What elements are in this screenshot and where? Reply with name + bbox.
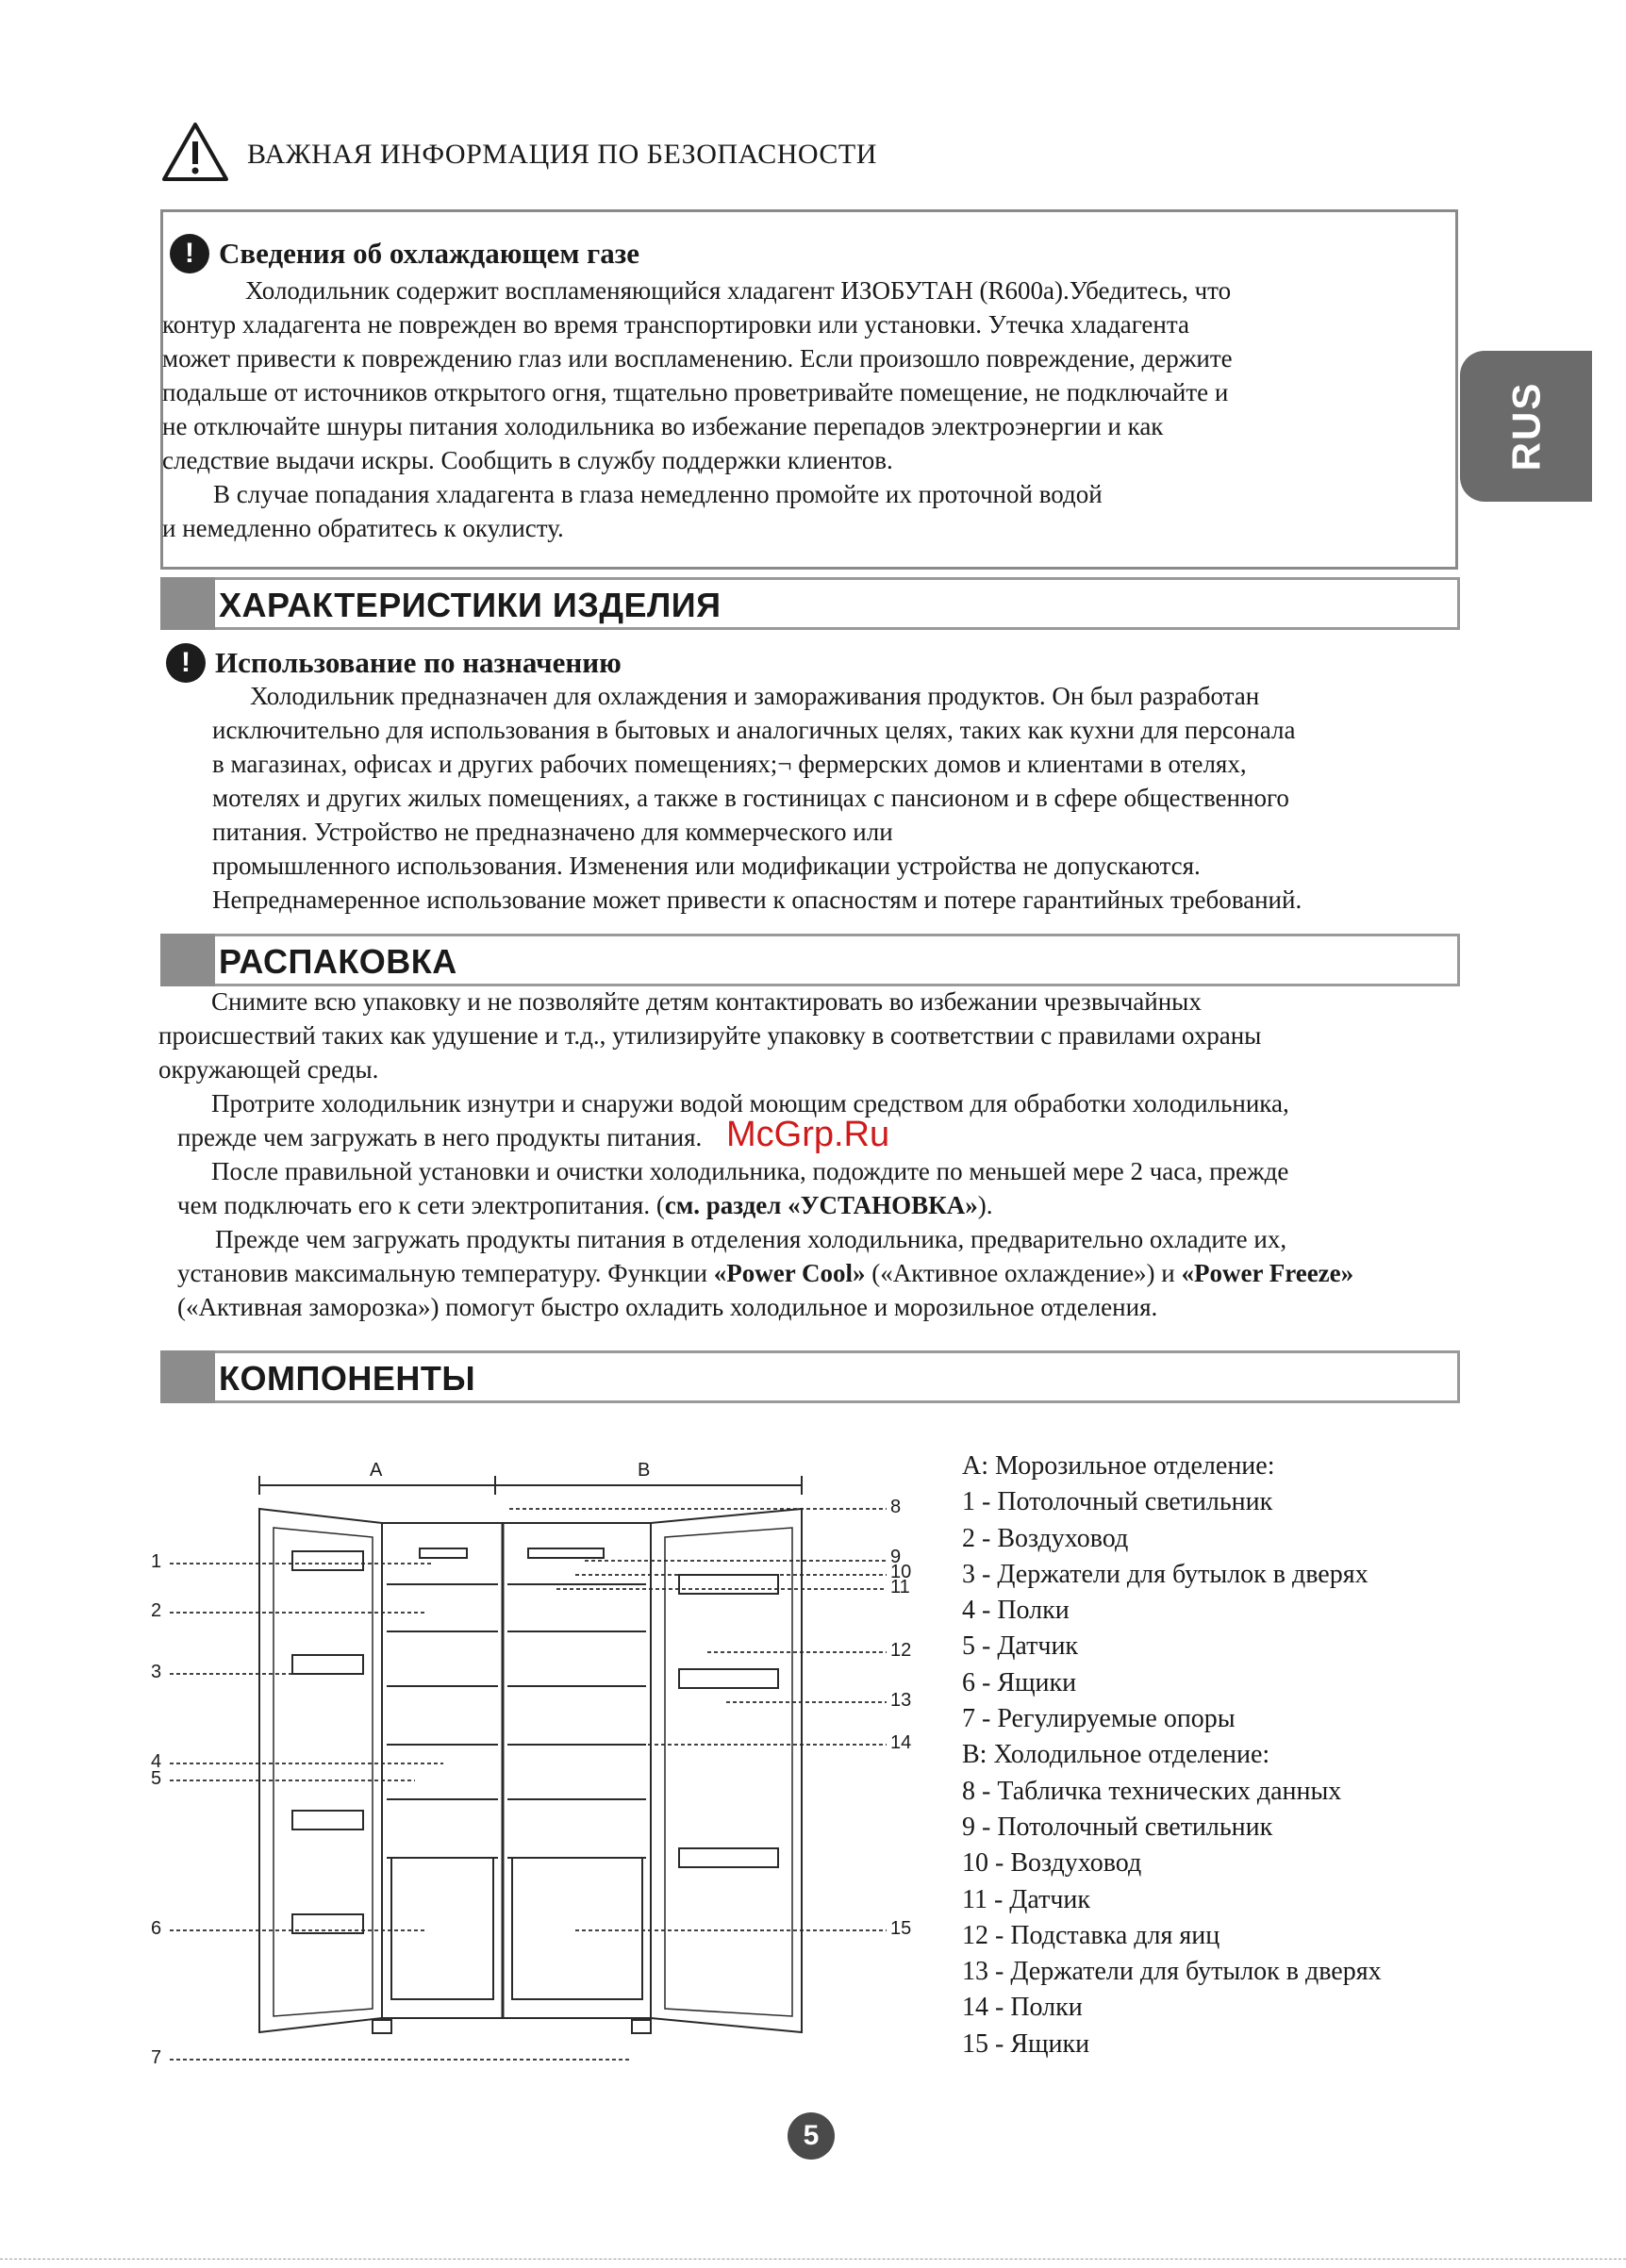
unpacking-line: происшествий таких как удушение и т.д., утилизируйте упаковку в соответствии с правилами охраны	[158, 1021, 1262, 1050]
features-line: в магазинах, офисах и других рабочих помещениях;¬ фермерских домов и клиентами в отелях,	[212, 750, 1247, 778]
callout-8: 8	[890, 1497, 902, 1517]
exclamation-icon: !	[166, 643, 206, 683]
unpacking-line: После правильной установки и очистки холодильника, подождите по меньшей мере 2 часа, прежде	[211, 1157, 1289, 1185]
section-features-bar	[160, 577, 1460, 630]
features-line: Непреднамеренное использование может привести к опасностям и потере гарантийных требований.	[212, 886, 1302, 914]
page-number: 5	[788, 2112, 835, 2160]
legend-item: 5 - Датчик	[962, 1631, 1079, 1662]
callout-2: 2	[151, 1600, 162, 1621]
text-run: («Активное охлаждение») и	[865, 1259, 1182, 1287]
intended-use-title: Использование по назначению	[215, 646, 622, 679]
watermark: McGrp.Ru	[726, 1115, 890, 1154]
callout-1: 1	[151, 1551, 162, 1572]
callout-13: 13	[890, 1690, 912, 1711]
gas-info-title: Сведения об охлаждающем газе	[219, 237, 639, 270]
language-tab-label: RUS	[1503, 381, 1548, 472]
unpacking-p1	[158, 985, 1460, 1086]
legend-item: A: Морозильное отделение:	[962, 1451, 1275, 1481]
legend-item: B: Холодильное отделение:	[962, 1740, 1270, 1770]
legend-item: 7 - Регулируемые опоры	[962, 1704, 1236, 1734]
text-run: установив максимальную температуру. Функции	[177, 1259, 714, 1287]
gas-line: следствие выдачи искры. Сообщить в службу поддержки клиентов.	[162, 446, 893, 474]
callout-14: 14	[890, 1732, 912, 1753]
unpacking-p3	[177, 1154, 1460, 1222]
callout-5: 5	[151, 1768, 162, 1789]
install-section-ref: см. раздел «УСТАНОВКА»	[664, 1191, 978, 1219]
callout-11: 11	[890, 1577, 910, 1598]
language-tab	[1460, 351, 1592, 502]
legend-item: 9 - Потолочный светильник	[962, 1812, 1273, 1842]
features-line: Холодильник предназначен для охлаждения и замораживания продуктов. Он был разработан	[250, 682, 1260, 710]
legend-item: 8 - Табличка технических данных	[962, 1776, 1342, 1806]
unpacking-line: окружающей среды.	[158, 1055, 379, 1084]
text-run: («Активная заморозка») помогут быстро охладить холодильное и морозильное отделения.	[177, 1293, 1158, 1321]
power-cool-label: «Power Cool»	[713, 1259, 866, 1287]
callout-6: 6	[151, 1918, 162, 1939]
features-line: исключительно для использования в бытовых и аналогичных целях, таких как кухни для персонала	[212, 716, 1296, 744]
section-swatch	[160, 577, 215, 630]
callout-7: 7	[151, 2047, 162, 2068]
legend-item: 11 - Датчик	[962, 1884, 1090, 1914]
gas-line: может привести к повреждению глаз или воспламенению. Если произошло повреждение, держите	[162, 344, 1233, 372]
section-unpacking-bar	[160, 934, 1460, 986]
gas-line: не отключайте шнуры питания холодильника во избежание перепадов электроэнергии и как	[162, 412, 1164, 440]
gas-info-text	[162, 273, 1454, 545]
warning-triangle-icon	[160, 121, 230, 188]
callout-9: 9	[890, 1547, 902, 1567]
gas-line: подальше от источников открытого огня, тщательно проветривайте помещение, не подключайте и	[162, 378, 1229, 406]
unpacking-line: Снимите всю упаковку и не позволяйте детям контактировать во избежании чрезвычайных	[211, 987, 1202, 1016]
intended-use-text	[212, 679, 1457, 917]
unpacking-p4	[177, 1222, 1460, 1324]
refrigerator-diagram	[141, 1443, 943, 2084]
text-run: ).	[977, 1191, 993, 1219]
legend-item: 1 - Потолочный светильник	[962, 1487, 1273, 1517]
section-swatch	[160, 934, 215, 986]
unpacking-line: прежде чем загружать в него продукты питания.	[177, 1123, 703, 1151]
section-components-bar	[160, 1350, 1460, 1403]
callout-10: 10	[890, 1562, 912, 1582]
callout-4: 4	[151, 1751, 162, 1772]
legend-item: 12 - Подставка для яиц	[962, 1920, 1220, 1950]
unpacking-line: Протрите холодильник изнутри и снаружи водой моющим средством для обработки холодильника,	[211, 1089, 1289, 1117]
legend-item: 15 - Ящики	[962, 2028, 1090, 2059]
unpacking-line: Прежде чем загружать продукты питания в отделения холодильника, предварительно охладите их,	[215, 1225, 1287, 1253]
text-run: чем подключать его к сети электропитания. (	[177, 1191, 665, 1219]
unpacking-line	[177, 1256, 1460, 1324]
gas-info-heading	[170, 234, 639, 273]
components-legend	[962, 1449, 1382, 2062]
features-line: промышленного использования. Изменения или модификации устройства не допускаются.	[212, 852, 1201, 880]
intended-use-heading	[166, 643, 622, 683]
gas-line: В случае попадания хладагента в глаза немедленно промойте их проточной водой	[213, 480, 1103, 508]
callout-15: 15	[890, 1918, 912, 1939]
compartment-b-label: B	[638, 1460, 651, 1481]
section-unpacking-title: РАСПАКОВКА	[219, 942, 457, 981]
unpacking-line	[177, 1188, 1460, 1222]
gas-line: Холодильник содержит воспламеняющийся хладагент ИЗОБУТАН (R600a).Убедитесь, что	[245, 276, 1232, 305]
compartment-a-label: A	[370, 1460, 383, 1481]
section-features-title: ХАРАКТЕРИСТИКИ ИЗДЕЛИЯ	[219, 586, 722, 624]
section-components-title: КОМПОНЕНТЫ	[219, 1359, 476, 1398]
section-swatch	[160, 1350, 215, 1403]
power-freeze-label: «Power Freeze»	[1181, 1259, 1354, 1287]
legend-item: 3 - Держатели для бутылок в дверях	[962, 1559, 1369, 1589]
gas-line: и немедленно обратитесь к окулисту.	[162, 514, 564, 542]
safety-header-title: ВАЖНАЯ ИНФОРМАЦИЯ ПО БЕЗОПАСНОСТИ	[247, 138, 877, 170]
bottom-divider	[0, 2259, 1626, 2260]
gas-line: контур хладагента не поврежден во время транспортировки или установки. Утечка хладагента	[162, 310, 1189, 339]
exclamation-icon: !	[170, 234, 209, 273]
callout-3: 3	[151, 1662, 162, 1682]
callout-12: 12	[890, 1640, 912, 1661]
features-line: мотелях и других жилых помещениях, а также в гостиницах с пансионом и в сфере общественного	[212, 784, 1289, 812]
cabinet-outline	[382, 1523, 651, 2018]
features-line: питания. Устройство не предназначено для коммерческого или	[212, 818, 893, 846]
legend-item: 13 - Держатели для бутылок в дверях	[962, 1957, 1382, 1987]
safety-header	[160, 121, 877, 188]
legend-item: 10 - Воздуховод	[962, 1848, 1142, 1879]
freezer-door	[259, 1509, 382, 2032]
legend-item: 14 - Полки	[962, 1993, 1083, 2023]
legend-item: 4 - Полки	[962, 1596, 1070, 1626]
legend-item: 6 - Ящики	[962, 1667, 1077, 1697]
legend-item: 2 - Воздуховод	[962, 1523, 1129, 1553]
